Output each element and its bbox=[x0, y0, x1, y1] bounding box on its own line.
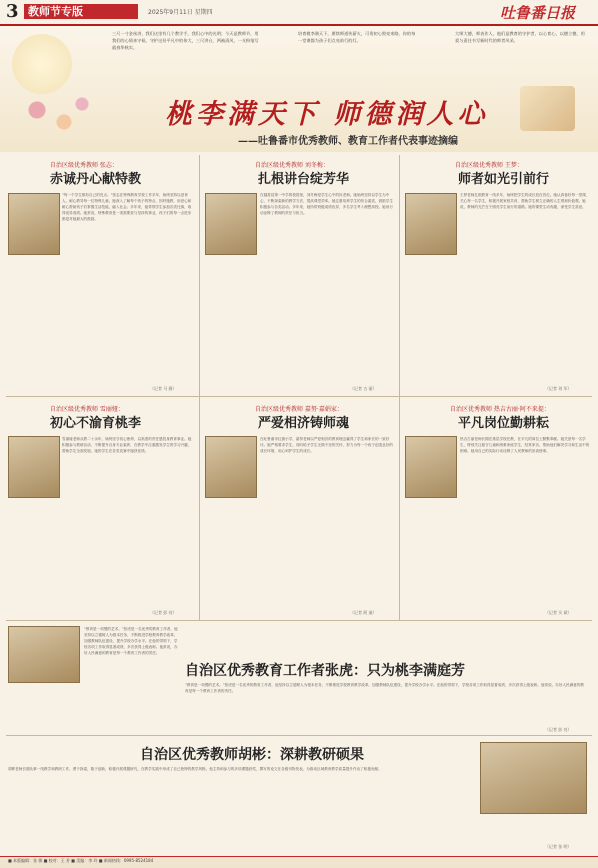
article-body: 雪丽娅老师从教二十余年，始终坚守初心使命，以高度的责任感投身教育事业。她积极参与教研活动，不断提升自身专业素养，在教学中注重激发学生的学习兴趣，帮助学生全面发展。她的学生在各类竞赛中屡获佳绩。 bbox=[62, 437, 192, 453]
article-byline: （记者 阿 迪） bbox=[350, 610, 377, 615]
decorative-sun bbox=[12, 34, 72, 94]
teacher-photo bbox=[8, 193, 60, 255]
feature-title: 自治区优秀教育工作者张虎：只为桃李满庭芳 bbox=[185, 663, 465, 679]
feature-body-right: “教育是一项慢的艺术。”张虎是一名优秀的教育工作者，他坚持以立德树人为根本任务，不断推进学校教育教学改革，加强教师队伍建设，提升学校办学水平。在他的带领下，学校各项工作取得显著成绩，多次获得上级表彰。他常说，办好人民满意的教育是每一个教育工作者的责任。 bbox=[185, 683, 585, 693]
teacher-photo bbox=[205, 193, 257, 255]
article-tag: 自治区级优秀教师 王梦： bbox=[455, 162, 523, 169]
footer-credits: ■ 本版编辑：张 敏 ■ 校对：王 芳 ■ 美编：李 玲 ■ 新闻热线：0995-8524184 bbox=[8, 858, 154, 863]
section-title: 教师节专版 bbox=[24, 4, 138, 19]
article-title: 赤诚丹心献特教 bbox=[50, 172, 142, 187]
article-tag: 自治区级优秀教师 张志： bbox=[50, 162, 118, 169]
decorative-flowers bbox=[10, 86, 100, 146]
article-body: 王梦老师扎根教育一线多年，始终把学生的成长放在首位。她认真备好每一堂课，关心每一名学生，积极开展家校共育，帮助学生树立正确的人生观和价值观。她说，教师的光芒在于照亮学生前行的道路。她的课堂生动有趣，深受学生喜爱。 bbox=[460, 193, 590, 209]
row-divider bbox=[6, 735, 592, 736]
hero-poem-2: 培育桃李满天下，赓续师道传薪火，可贵初心照亮来路，你的每一堂课都为孩子们点亮前行的灯。 bbox=[298, 31, 416, 43]
page-headline: 桃李满天下 师德润人心 bbox=[165, 99, 489, 130]
article-byline: （记者 刘 军） bbox=[545, 386, 572, 391]
article-title: 扎根讲台绽芳华 bbox=[258, 172, 350, 187]
teacher-photo bbox=[480, 742, 587, 814]
hero-poem-1: 三尺一寸金丝讲，我们这里有几个教学手，我们心中的光明；今天是教师节，用我们的心情来守候，守护这份平凡中的伟大，三尺讲台，两袖清风，一支粉笔写就春华秋实。 bbox=[112, 31, 259, 50]
teacher-photo bbox=[8, 436, 60, 498]
article-title: 平凡岗位勤耕耘 bbox=[458, 416, 550, 431]
article-tag: 自治区优秀教师 热吉古丽·阿不来提： bbox=[450, 406, 550, 413]
teacher-photo bbox=[8, 626, 80, 683]
article-body: 热吉古丽老师长期在基层学校任教，在平凡的岗位上默默奉献。她关爱每一名学生，特别关注留守儿童和困难家庭学生，经常家访，帮助他们解决学习和生活中的困难。她用自己的实际行动诠释了人民教师的崇高使命。 bbox=[460, 437, 590, 453]
feature-byline: （记者 彭 亮） bbox=[545, 727, 572, 732]
column-divider bbox=[199, 155, 200, 620]
article-body: 在吐鲁番市红旗小学，嘉努老师以严爱相济的教育理念赢得了学生和家长的一致好评。她严格要求学生，同时给予学生无微不至的关怀，努力为每一个孩子创造良好的成长环境，用心呵护学生的成长。 bbox=[260, 437, 393, 453]
decorative-book bbox=[520, 86, 575, 131]
article-tag: 自治区级优秀教师 嘉努·嘉娟家： bbox=[255, 406, 343, 413]
page-number: 3 bbox=[6, 1, 19, 22]
article-title: 严爱相济铸师魂 bbox=[258, 416, 350, 431]
date-line: 2025年9月11日 星期四 bbox=[148, 9, 213, 16]
teacher-photo bbox=[405, 436, 457, 498]
feature-body-left: “教育是一项慢的艺术。”张虎是一名优秀的教育工作者，他坚持以立德树人为根本任务，不断推进学校教育教学改革，加强教师队伍建设，提升学校办学水平。在他的带领下，学校各项工作取得显著成绩，多次获得上级表彰。他常说，办好人民满意的教育是每一个教育工作者的责任。 bbox=[84, 627, 178, 655]
feature-byline: （记者 张 明） bbox=[545, 844, 572, 849]
newspaper-masthead: 吐鲁番日报 bbox=[500, 4, 576, 22]
article-body: “每一个学生都有自己的亮点。”张志在特殊教育学校工作多年，始终坚持以爱育人，耐心教导每一位特殊儿童。她深入了解每个孩子的特点，因材施教，用爱心和耐心帮助孩子们掌握生活技能，融入社会。多年来，她带领学生参加各类比赛，取得优异成绩。她常说，特殊教育是一项需要爱与坚持的事业，孩子们的每一点进步都是对她最大的鼓励。 bbox=[62, 193, 192, 221]
feature-body: 胡彬老师长期从事一线教学和教研工作，勇于探索，敢于创新，积极开展课题研究，在教学实践中形成了自己独特的教学风格。他主持和参与的多项课题获奖，撰写的论文在各级刊物发表，为推动区域教育教学质量提升作出了积极贡献。 bbox=[8, 767, 382, 771]
article-byline: （记者 买 斌） bbox=[545, 610, 572, 615]
article-title: 师者如光引前行 bbox=[458, 172, 550, 187]
teacher-photo bbox=[205, 436, 257, 498]
column-divider bbox=[399, 155, 400, 620]
article-byline: （记者 马 静） bbox=[150, 386, 177, 391]
page-subtitle: ——吐鲁番市优秀教师、教育工作者代表事迹摘编 bbox=[238, 136, 458, 147]
article-tag: 自治区级优秀教师 雪丽娅： bbox=[50, 406, 124, 413]
row-divider bbox=[6, 620, 592, 621]
article-body: 在鄯善县第一中学的校园里，刘冬梅是学生心中的好老师。她始终坚持以学生为中心，不断探索新的教学方法，提高课堂效率。她注重培养学生的综合素质，鼓励学生积极参与各类活动。多年来，她所带班级成绩优异，多名学生考入理想高校。她用行动诠释了教师的责任与担当。 bbox=[260, 193, 393, 215]
article-title: 初心不渝育桃李 bbox=[50, 416, 142, 431]
teacher-photo bbox=[405, 193, 457, 255]
article-byline: （记者 古 丽） bbox=[350, 386, 377, 391]
row-divider bbox=[6, 396, 592, 397]
article-byline: （记者 彭 亮） bbox=[150, 610, 177, 615]
article-tag: 自治区级优秀教师 刘冬梅： bbox=[255, 162, 329, 169]
hero-poem-3: 大师大德，师表作人，他们是教育的守护者，以心育心，以德立德，用爱与责任书写新时代的师者风采。 bbox=[455, 31, 585, 43]
feature-title: 自治区优秀教师胡彬：深耕教研硕果 bbox=[140, 747, 364, 763]
